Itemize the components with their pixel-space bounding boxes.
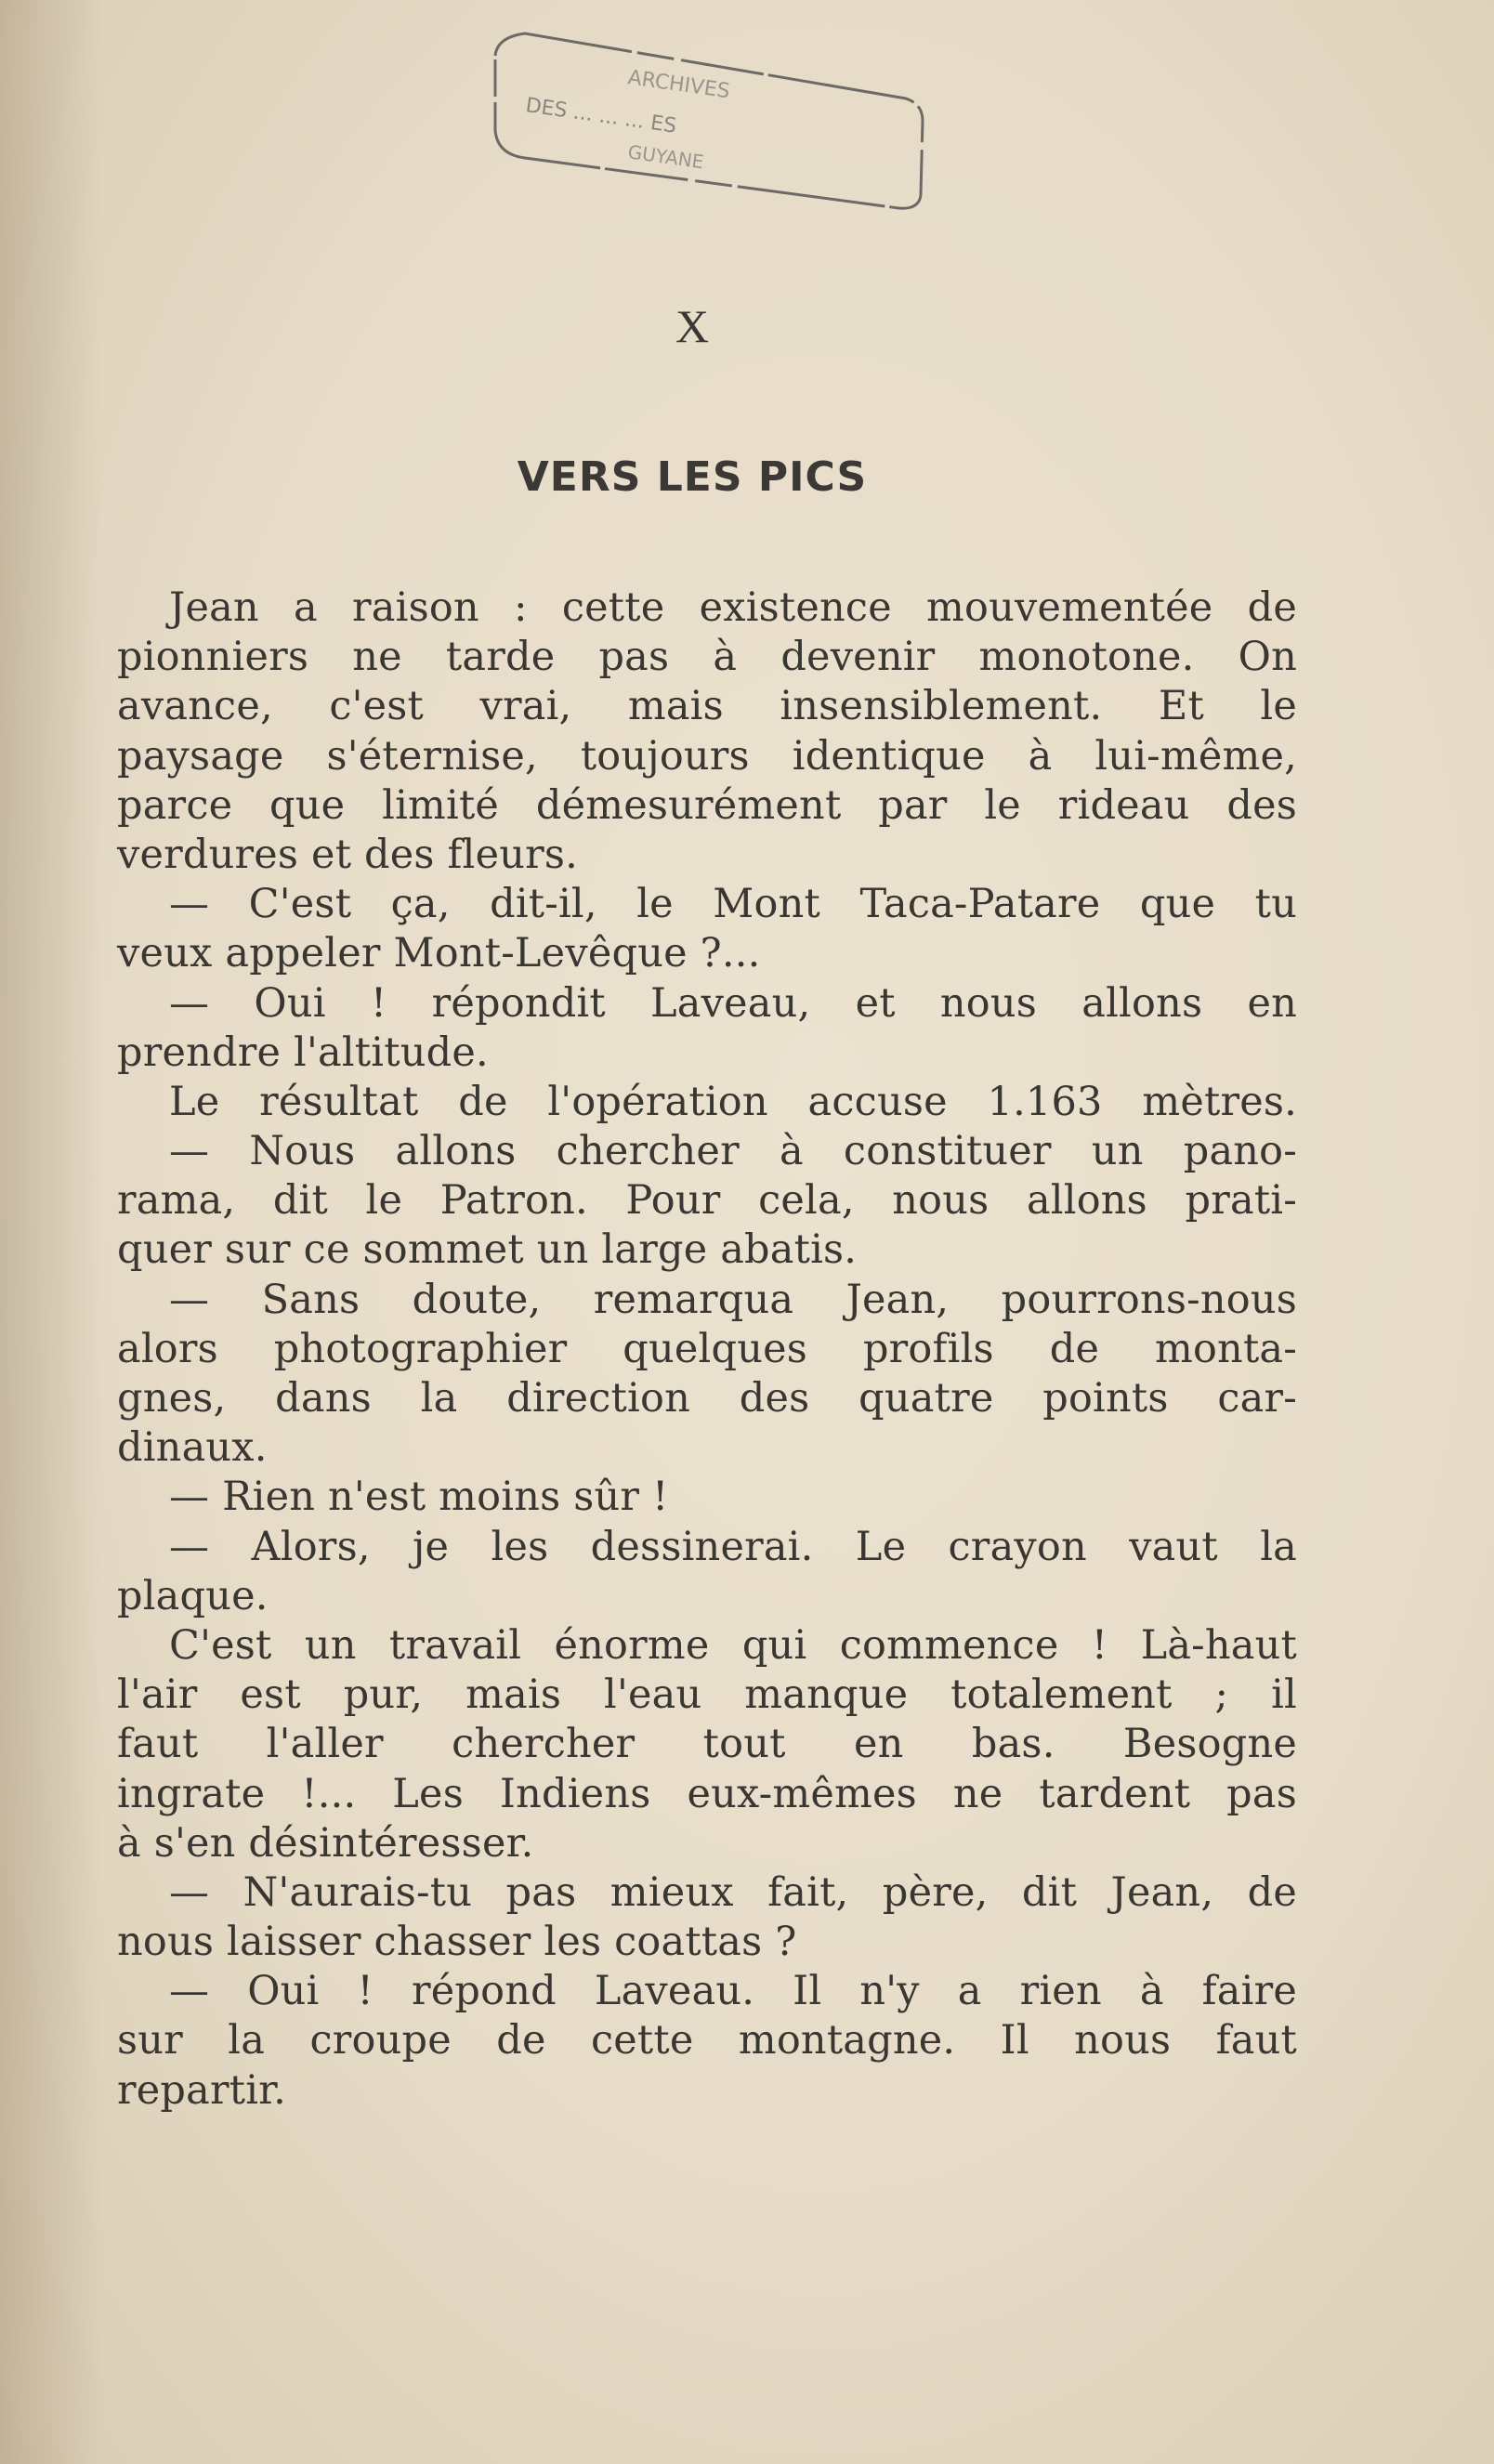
chapter-title: VERS LES PICS (517, 453, 868, 501)
text-line: — Sans doute, remarqua Jean, pourrons-nous (169, 1276, 1297, 1323)
text-line: verdures et des fleurs. (117, 831, 579, 878)
text-line: — Alors, je les dessinerai. Le crayon vaut la (169, 1523, 1297, 1570)
text-line: nous laisser chasser les coattas ? (117, 1919, 797, 1966)
text-line: sur la croupe de cette montagne. Il nous faut (117, 2017, 1297, 2064)
text-line: l'air est pur, mais l'eau manque totalement ; il (117, 1671, 1297, 1719)
text-line: quer sur ce sommet un large abatis. (117, 1226, 858, 1274)
text-line: avance, c'est vrai, mais insensiblement. Et le (117, 683, 1297, 730)
text-line: gnes, dans la direction des quatre points car- (117, 1375, 1297, 1422)
page-edge-shadow (0, 0, 102, 2464)
text-line: — Oui ! répondit Laveau, et nous allons en (169, 979, 1297, 1027)
text-line: prendre l'altitude. (117, 1029, 489, 1076)
chapter-number: X (675, 300, 710, 352)
text-line: faut l'aller chercher tout en bas. Besogne (117, 1721, 1297, 1768)
text-line: — N'aurais-tu pas mieux fait, père, dit Jean, de (169, 1868, 1297, 1916)
text-line: ingrate !... Les Indiens eux-mêmes ne tardent pas (117, 1770, 1297, 1817)
text-line: plaque. (117, 1572, 269, 1619)
text-line: paysage s'éternise, toujours identique à lui-même, (117, 732, 1297, 780)
text-line: Jean a raison : cette existence mouvementée de (169, 584, 1297, 631)
text-line: C'est un travail énorme qui commence ! Là-haut (169, 1621, 1297, 1669)
text-line: — C'est ça, dit-il, le Mont Taca-Patare que tu (169, 881, 1297, 928)
text-line: pionniers ne tarde pas à devenir monotone. On (117, 634, 1297, 681)
text-line: rama, dit le Patron. Pour cela, nous allons prati- (117, 1177, 1297, 1225)
stamp-line-2: DES ... ... ... ES (524, 94, 678, 138)
text-line: — Rien n'est moins sûr ! (169, 1474, 669, 1521)
text-line: dinaux. (117, 1424, 268, 1472)
chapter-body (117, 583, 1297, 2116)
stamp-line-3: GUYANE (626, 140, 705, 174)
text-line: alors photographier quelques profils de monta- (117, 1325, 1297, 1372)
text-line: — Oui ! répond Laveau. Il n'y a rien à faire (169, 1968, 1297, 2015)
text-line: veux appeler Mont-Levêque ?... (117, 930, 761, 977)
text-line: à s'en désintéresser. (117, 1819, 534, 1867)
text-line: — Nous allons chercher à constituer un pano- (169, 1128, 1297, 1175)
stamp-line-1: ARCHIVES (626, 66, 732, 104)
archive-stamp (469, 19, 934, 232)
text-line: Le résultat de l'opération accuse 1.163 mètres. (169, 1078, 1297, 1125)
text-line: repartir. (117, 2066, 287, 2114)
text-line: parce que limité démesurément par le rideau des (117, 781, 1297, 829)
